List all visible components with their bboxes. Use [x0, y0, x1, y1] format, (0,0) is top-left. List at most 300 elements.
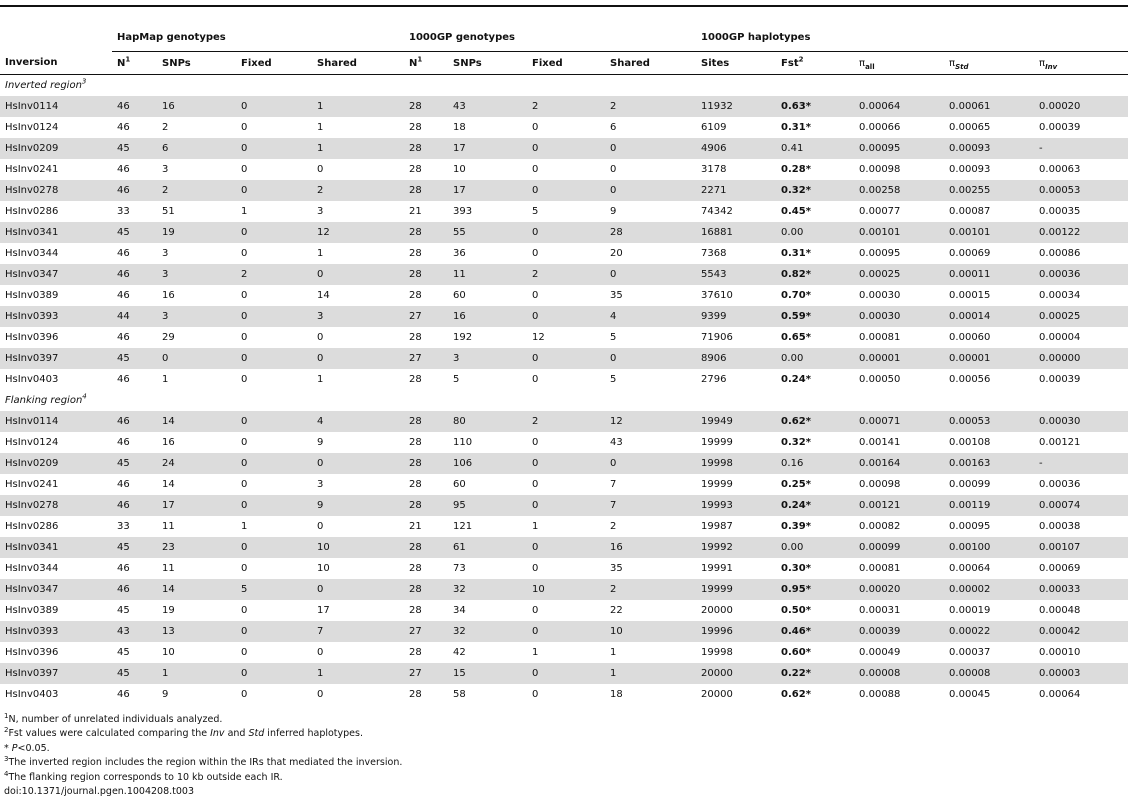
cell-snps-1000gp: 15 [448, 663, 527, 684]
cell-fixed-1000gp: 10 [527, 579, 605, 600]
cell-pi-all: 0.00098 [859, 164, 901, 175]
cell-fst: 0.32* [776, 180, 854, 201]
top-rule [0, 5, 1128, 7]
cell-pi-all: 0.00095 [859, 248, 901, 259]
cell-n-hapmap: 46 [112, 579, 157, 600]
cell-snps-1000gp: 32 [448, 621, 527, 642]
cell-inversion: HsInv0344 [5, 563, 59, 574]
cell-fixed-hapmap: 0 [241, 248, 248, 259]
cell-fst: 0.31* [781, 122, 811, 133]
cell-sites: 7368 [701, 248, 727, 259]
section-header-row [0, 75, 1128, 97]
col-fst: Fst$^2$ [776, 52, 854, 75]
cell-inversion: HsInv0397 [0, 663, 112, 684]
cell-shared-hapmap: 9 [317, 437, 324, 448]
cell-snps-1000gp: 32 [448, 579, 527, 600]
table-row [0, 432, 1128, 453]
table-row [0, 495, 1128, 516]
cell-pi-inv: 0.00064 [1039, 689, 1081, 700]
cell-shared-hapmap: 17 [317, 605, 330, 616]
cell-fixed-1000gp: 0 [532, 290, 539, 301]
table-body [0, 75, 1128, 706]
cell-sites: 16881 [696, 222, 776, 243]
cell-shared-1000gp: 5 [610, 374, 617, 385]
cell-fixed-hapmap: 0 [236, 306, 312, 327]
cell-n-1000gp: 21 [409, 521, 422, 532]
cell-shared-1000gp: 2 [605, 96, 696, 117]
footnote-1: $^1$N, number of unrelated individuals analyzed. [4, 711, 223, 725]
cell-pi-inv: - [1034, 138, 1128, 159]
cell-n-hapmap: 46 [112, 495, 157, 516]
cell-snps-hapmap: 9 [162, 689, 169, 700]
cell-fixed-1000gp: 0 [527, 306, 605, 327]
footnote-4: $^4$The flanking region corresponds to 10 kb outside each IR. [4, 769, 283, 783]
cell-fst: 0.31* [781, 248, 811, 259]
cell-n-1000gp: 28 [404, 411, 448, 432]
cell-n-1000gp: 27 [404, 663, 448, 684]
cell-fixed-1000gp: 2 [527, 411, 605, 432]
cell-inversion: HsInv0286 [5, 521, 59, 532]
table-row [0, 411, 1128, 432]
table-row [0, 180, 1128, 201]
cell-pi-all: 0.00082 [859, 521, 901, 532]
cell-inversion: HsInv0389 [5, 290, 59, 301]
cell-sites: 5543 [696, 264, 776, 285]
cell-shared-hapmap: 0 [312, 453, 404, 474]
cell-snps-1000gp: 17 [448, 138, 527, 159]
data-table [0, 23, 1128, 705]
cell-snps-hapmap: 10 [162, 647, 175, 658]
cell-n-1000gp: 28 [404, 537, 448, 558]
cell-pi-inv: - [1034, 453, 1128, 474]
cell-n-1000gp: 28 [404, 96, 448, 117]
cell-n-hapmap: 45 [117, 647, 130, 658]
cell-shared-hapmap: 9 [312, 495, 404, 516]
cell-fixed-1000gp: 5 [532, 206, 539, 217]
cell-n-1000gp: 28 [404, 579, 448, 600]
table-row [0, 264, 1128, 285]
cell-fixed-hapmap: 0 [241, 374, 248, 385]
cell-n-hapmap: 46 [117, 374, 130, 385]
table-row [0, 684, 1128, 705]
cell-sites: 19987 [701, 521, 733, 532]
cell-fixed-hapmap: 0 [241, 605, 248, 616]
cell-snps-1000gp: 11 [448, 264, 527, 285]
cell-pi-std: 0.00095 [949, 521, 991, 532]
cell-inversion: HsInv0347 [0, 579, 112, 600]
cell-pi-std: 0.00014 [944, 306, 1034, 327]
cell-n-1000gp: 28 [409, 290, 422, 301]
cell-fst: 0.25* [781, 479, 811, 490]
cell-pi-all: 0.00101 [854, 222, 944, 243]
cell-inversion: HsInv0341 [0, 222, 112, 243]
cell-pi-inv: 0.00069 [1039, 563, 1081, 574]
cell-shared-hapmap: 0 [317, 647, 324, 658]
cell-fixed-1000gp: 0 [527, 222, 605, 243]
cell-snps-hapmap: 24 [157, 453, 236, 474]
cell-fixed-hapmap: 1 [241, 206, 248, 217]
cell-fixed-hapmap: 0 [241, 563, 248, 574]
cell-inversion: HsInv0341 [0, 537, 112, 558]
table-row [0, 306, 1128, 327]
cell-shared-hapmap: 0 [317, 164, 324, 175]
cell-fixed-1000gp: 0 [527, 348, 605, 369]
cell-shared-hapmap: 14 [317, 290, 330, 301]
cell-snps-hapmap: 51 [162, 206, 175, 217]
cell-pi-inv: 0.00074 [1034, 495, 1128, 516]
cell-n-hapmap: 46 [117, 479, 130, 490]
cell-sites: 19993 [696, 495, 776, 516]
cell-shared-1000gp: 5 [610, 332, 617, 343]
cell-shared-1000gp: 0 [605, 348, 696, 369]
cell-fst: 0.63* [776, 96, 854, 117]
cell-n-hapmap: 45 [112, 663, 157, 684]
cell-pi-std: 0.00099 [949, 479, 991, 490]
cell-fixed-1000gp: 0 [532, 248, 539, 259]
col-sites: Sites [696, 52, 776, 75]
footnote-significance: * P<0.05. [4, 742, 50, 754]
cell-inversion: HsInv0344 [5, 248, 59, 259]
cell-fixed-1000gp: 0 [527, 495, 605, 516]
cell-shared-1000gp: 9 [610, 206, 617, 217]
cell-n-1000gp: 28 [409, 374, 422, 385]
cell-fixed-hapmap: 0 [236, 138, 312, 159]
cell-n-hapmap: 33 [117, 206, 130, 217]
table-row [0, 138, 1128, 159]
cell-shared-1000gp: 4 [605, 306, 696, 327]
cell-pi-all: 0.00077 [859, 206, 901, 217]
cell-shared-1000gp: 2 [605, 579, 696, 600]
cell-pi-all: 0.00258 [854, 180, 944, 201]
cell-pi-std: 0.00019 [949, 605, 991, 616]
cell-inversion: HsInv0278 [0, 180, 112, 201]
cell-snps-hapmap: 1 [157, 663, 236, 684]
cell-sites: 20000 [696, 663, 776, 684]
footnotes [4, 713, 402, 799]
cell-sites: 9399 [696, 306, 776, 327]
cell-shared-1000gp: 0 [605, 453, 696, 474]
cell-snps-hapmap: 14 [157, 411, 236, 432]
cell-sites: 3178 [701, 164, 727, 175]
cell-snps-1000gp: 58 [453, 689, 466, 700]
cell-fixed-hapmap: 0 [241, 689, 248, 700]
cell-shared-hapmap: 1 [317, 122, 324, 133]
cell-n-1000gp: 28 [409, 164, 422, 175]
cell-sites: 19998 [696, 453, 776, 474]
cell-shared-hapmap: 3 [317, 206, 324, 217]
cell-fixed-hapmap: 0 [236, 411, 312, 432]
cell-pi-all: 0.00099 [854, 537, 944, 558]
cell-snps-1000gp: 5 [453, 374, 460, 385]
cell-inversion: HsInv0124 [5, 437, 59, 448]
cell-sites: 11932 [696, 96, 776, 117]
cell-snps-hapmap: 13 [157, 621, 236, 642]
cell-pi-all: 0.00164 [854, 453, 944, 474]
cell-snps-hapmap: 14 [157, 579, 236, 600]
column-header-row [0, 52, 1128, 75]
cell-pi-inv: 0.00030 [1034, 411, 1128, 432]
cell-fixed-hapmap: 0 [236, 621, 312, 642]
cell-pi-std: 0.00061 [944, 96, 1034, 117]
cell-fst: 0.16 [776, 453, 854, 474]
cell-fixed-hapmap: 0 [241, 479, 248, 490]
cell-shared-hapmap: 1 [312, 138, 404, 159]
cell-shared-hapmap: 0 [317, 332, 324, 343]
col-fixed-hapmap: Fixed [236, 52, 312, 75]
cell-pi-all: 0.00049 [859, 647, 901, 658]
cell-snps-1000gp: 60 [453, 290, 466, 301]
cell-n-hapmap: 46 [112, 411, 157, 432]
cell-shared-1000gp: 6 [610, 122, 617, 133]
cell-fixed-1000gp: 2 [527, 96, 605, 117]
cell-pi-all: 0.00008 [854, 663, 944, 684]
cell-snps-hapmap: 11 [162, 521, 175, 532]
cell-pi-inv: 0.00107 [1034, 537, 1128, 558]
cell-fixed-1000gp: 0 [532, 122, 539, 133]
cell-snps-1000gp: 110 [453, 437, 473, 448]
cell-n-hapmap: 44 [112, 306, 157, 327]
cell-snps-1000gp: 60 [453, 479, 466, 490]
cell-shared-1000gp: 43 [610, 437, 623, 448]
table-row [0, 327, 1128, 348]
cell-pi-std: 0.00093 [949, 164, 991, 175]
cell-pi-all: 0.00030 [854, 306, 944, 327]
cell-fst: 0.24* [776, 495, 854, 516]
doi: doi:10.1371/journal.pgen.1004208.t003 [4, 786, 195, 798]
cell-pi-std: 0.00060 [949, 332, 991, 343]
cell-sites: 19991 [701, 563, 733, 574]
col-pi-std: $\pi_{Std}$ [944, 52, 1034, 75]
cell-pi-inv: 0.00003 [1034, 663, 1128, 684]
cell-pi-std: 0.00087 [949, 206, 991, 217]
col-n-1000gp: $N^1$ [404, 52, 448, 75]
cell-pi-all: 0.00095 [854, 138, 944, 159]
cell-n-1000gp: 28 [404, 453, 448, 474]
cell-snps-1000gp: 61 [448, 537, 527, 558]
table-row [0, 243, 1128, 264]
table-row [0, 159, 1128, 180]
cell-pi-all: 0.00081 [859, 332, 901, 343]
cell-pi-std: 0.00015 [949, 290, 991, 301]
cell-sites: 37610 [701, 290, 733, 301]
cell-n-hapmap: 33 [117, 521, 130, 532]
cell-shared-hapmap: 1 [312, 663, 404, 684]
cell-snps-1000gp: 192 [453, 332, 473, 343]
cell-snps-1000gp: 17 [448, 180, 527, 201]
cell-pi-std: 0.00037 [949, 647, 991, 658]
cell-snps-hapmap: 14 [162, 479, 175, 490]
cell-fst: 0.00 [776, 537, 854, 558]
cell-n-hapmap: 46 [112, 180, 157, 201]
cell-shared-hapmap: 4 [312, 411, 404, 432]
cell-snps-hapmap: 16 [162, 437, 175, 448]
cell-pi-inv: 0.00034 [1039, 290, 1081, 301]
cell-pi-all: 0.00030 [859, 290, 901, 301]
cell-inversion: HsInv0403 [5, 689, 59, 700]
table-row [0, 201, 1128, 222]
cell-snps-1000gp: 80 [448, 411, 527, 432]
cell-n-1000gp: 28 [409, 479, 422, 490]
col-fixed-1000gp: Fixed [527, 52, 605, 75]
cell-pi-std: 0.00011 [944, 264, 1034, 285]
cell-fst: 0.60* [781, 647, 811, 658]
cell-inversion: HsInv0393 [0, 306, 112, 327]
cell-shared-1000gp: 2 [610, 521, 617, 532]
cell-n-hapmap: 45 [112, 537, 157, 558]
cell-pi-std: 0.00045 [949, 689, 991, 700]
col-n-hapmap: $N^1$ [112, 52, 157, 75]
cell-fst: 0.50* [781, 605, 811, 616]
cell-inversion: HsInv0114 [0, 96, 112, 117]
cell-n-hapmap: 45 [112, 222, 157, 243]
cell-pi-inv: 0.00048 [1039, 605, 1081, 616]
col-shared-1000gp: Shared [605, 52, 696, 75]
cell-n-hapmap: 46 [117, 164, 130, 175]
cell-snps-1000gp: 73 [453, 563, 466, 574]
cell-fixed-1000gp: 0 [532, 605, 539, 616]
cell-fixed-hapmap: 0 [236, 348, 312, 369]
cell-n-hapmap: 46 [117, 248, 130, 259]
cell-shared-hapmap: 12 [312, 222, 404, 243]
cell-fixed-1000gp: 0 [532, 689, 539, 700]
cell-snps-1000gp: 95 [448, 495, 527, 516]
cell-snps-hapmap: 2 [157, 180, 236, 201]
cell-fixed-hapmap: 5 [236, 579, 312, 600]
cell-pi-inv: 0.00042 [1034, 621, 1128, 642]
table-row [0, 642, 1128, 663]
table-row [0, 621, 1128, 642]
cell-pi-all: 0.00064 [854, 96, 944, 117]
group-header-empty [0, 23, 112, 52]
cell-fixed-hapmap: 0 [241, 647, 248, 658]
cell-shared-1000gp: 1 [610, 647, 617, 658]
cell-inversion: HsInv0286 [5, 206, 59, 217]
cell-fst: 0.24* [781, 374, 811, 385]
cell-fixed-1000gp: 0 [527, 180, 605, 201]
cell-pi-inv: 0.00020 [1034, 96, 1128, 117]
table-row [0, 222, 1128, 243]
cell-fixed-hapmap: 0 [241, 437, 248, 448]
cell-pi-inv: 0.00121 [1039, 437, 1081, 448]
cell-pi-inv: 0.00086 [1039, 248, 1081, 259]
cell-fixed-1000gp: 2 [527, 264, 605, 285]
cell-pi-std: 0.00022 [944, 621, 1034, 642]
cell-n-hapmap: 45 [117, 605, 130, 616]
cell-shared-1000gp: 16 [605, 537, 696, 558]
cell-shared-1000gp: 35 [610, 563, 623, 574]
table-row [0, 96, 1128, 117]
cell-pi-inv: 0.00025 [1034, 306, 1128, 327]
cell-fixed-hapmap: 2 [236, 264, 312, 285]
cell-pi-all: 0.00071 [854, 411, 944, 432]
cell-n-hapmap: 46 [117, 122, 130, 133]
cell-shared-hapmap: 0 [312, 264, 404, 285]
cell-shared-1000gp: 35 [610, 290, 623, 301]
cell-inversion: HsInv0397 [0, 348, 112, 369]
cell-shared-1000gp: 20 [610, 248, 623, 259]
cell-fst: 0.70* [781, 290, 811, 301]
cell-pi-all: 0.00050 [859, 374, 901, 385]
cell-pi-std: 0.00064 [949, 563, 991, 574]
cell-fixed-1000gp: 1 [532, 521, 539, 532]
cell-n-1000gp: 27 [404, 348, 448, 369]
cell-pi-all: 0.00025 [854, 264, 944, 285]
col-pi-inv: $\pi_{Inv}$ [1034, 52, 1128, 75]
cell-fst: 0.00 [776, 222, 854, 243]
cell-fixed-hapmap: 0 [241, 332, 248, 343]
group-header-1000gp-genotypes: 1000GP genotypes [404, 23, 696, 52]
cell-n-1000gp: 28 [404, 180, 448, 201]
cell-snps-hapmap: 17 [157, 495, 236, 516]
cell-sites: 19999 [701, 479, 733, 490]
cell-fixed-1000gp: 0 [527, 621, 605, 642]
cell-pi-inv: 0.00038 [1039, 521, 1081, 532]
cell-snps-hapmap: 3 [162, 248, 169, 259]
cell-fst: 0.95* [776, 579, 854, 600]
cell-snps-1000gp: 43 [448, 96, 527, 117]
cell-n-1000gp: 28 [404, 222, 448, 243]
cell-pi-inv: 0.00036 [1034, 264, 1128, 285]
cell-shared-hapmap: 0 [317, 689, 324, 700]
cell-n-1000gp: 28 [404, 495, 448, 516]
cell-shared-hapmap: 0 [312, 579, 404, 600]
cell-sites: 19949 [696, 411, 776, 432]
cell-snps-hapmap: 0 [157, 348, 236, 369]
cell-n-1000gp: 27 [404, 306, 448, 327]
cell-n-1000gp: 28 [409, 122, 422, 133]
cell-snps-hapmap: 11 [162, 563, 175, 574]
cell-inversion: HsInv0393 [0, 621, 112, 642]
cell-n-hapmap: 43 [112, 621, 157, 642]
cell-fixed-1000gp: 0 [527, 453, 605, 474]
cell-fixed-1000gp: 1 [532, 647, 539, 658]
cell-inversion: HsInv0114 [0, 411, 112, 432]
cell-pi-inv: 0.00053 [1034, 180, 1128, 201]
cell-shared-hapmap: 10 [312, 537, 404, 558]
cell-n-1000gp: 28 [409, 647, 422, 658]
cell-n-1000gp: 27 [404, 621, 448, 642]
footnote-3: $^3$The inverted region includes the region within the IRs that mediated the inversion. [4, 755, 403, 769]
cell-pi-all: 0.00088 [859, 689, 901, 700]
col-pi-all: $\pi_{all}$ [854, 52, 944, 75]
cell-pi-inv: 0.00036 [1039, 479, 1081, 490]
col-shared-hapmap: Shared [312, 52, 404, 75]
cell-pi-all: 0.00001 [854, 348, 944, 369]
cell-inversion: HsInv0209 [0, 453, 112, 474]
cell-pi-std: 0.00065 [949, 122, 991, 133]
cell-inversion: HsInv0396 [5, 332, 59, 343]
table-row [0, 537, 1128, 558]
cell-snps-hapmap: 29 [162, 332, 175, 343]
cell-fixed-1000gp: 0 [532, 374, 539, 385]
table-row [0, 369, 1128, 390]
cell-n-1000gp: 28 [409, 605, 422, 616]
cell-shared-1000gp: 0 [605, 264, 696, 285]
cell-sites: 2271 [696, 180, 776, 201]
cell-shared-hapmap: 1 [317, 248, 324, 259]
cell-inversion: HsInv0278 [0, 495, 112, 516]
cell-fst: 0.00 [776, 348, 854, 369]
cell-inversion: HsInv0241 [5, 164, 59, 175]
cell-sites: 19996 [696, 621, 776, 642]
cell-pi-std: 0.00108 [949, 437, 991, 448]
cell-shared-hapmap: 0 [317, 521, 324, 532]
cell-snps-hapmap: 3 [157, 306, 236, 327]
cell-fst: 0.46* [776, 621, 854, 642]
cell-fixed-hapmap: 0 [236, 96, 312, 117]
cell-n-hapmap: 45 [112, 138, 157, 159]
col-inversion: Inversion [0, 52, 112, 75]
